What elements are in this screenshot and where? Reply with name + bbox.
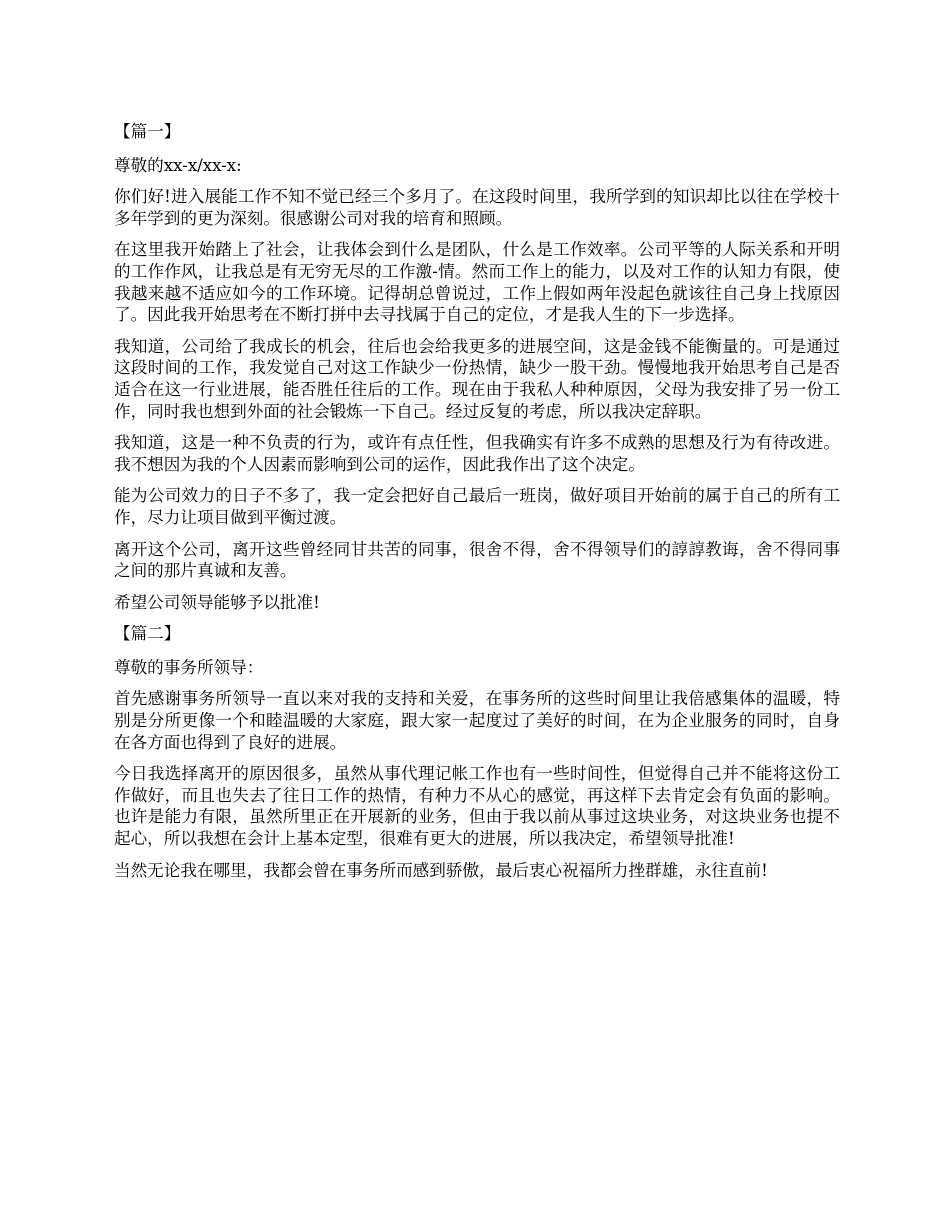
body-paragraph: 首先感谢事务所领导一直以来对我的支持和关爱，在事务所的这些时间里让我倍感集体的温暖，特别是分所更像一个和睦温暖的大家庭，跟大家一起度过了美好的时间，在为企业服务的同时，自身在各方面也得到了良好的进展。 <box>114 689 840 752</box>
closing-request: 希望公司领导能够予以批准! <box>114 592 320 612</box>
body-paragraph: 离开这个公司，离开这些曾经同甘共苦的同事，很舍不得，舍不得领导们的諄諄教诲，舍不得同事之间的那片真诚和友善。 <box>114 539 840 581</box>
body-paragraph: 当然无论我在哪里，我都会曾在事务所而感到骄傲，最后衷心祝福所力挫群雄，永往直前! <box>114 860 768 880</box>
body-paragraph: 能为公司效力的日子不多了，我一定会把好自己最后一班岗，做好项目开始前的属于自己的所有工作，尽力让项目做到平衡过渡。 <box>114 486 840 527</box>
body-paragraph: 在这里我开始踏上了社会，让我体会到什么是团队，什么是工作效率。公司平等的人际关系和开明的工作作风，让我总是有无穷无尽的工作激-情。然而工作上的能力，以及对工作的认知力有限，使我越来越不适应如今的工作环境。记得胡总曾说过，工作上假如两年没起色就该往自己身上找原因了。因此我开始思考在不断打拼中去寻找属于自己的定位，才是我人生的下一步选择。 <box>114 240 840 325</box>
body-paragraph: 我知道，公司给了我成长的机会，往后也会给我更多的进展空间，这是金钱不能衡量的。可是通过这段时间的工作，我发觉自己对这工作缺少一份热情，缺少一股干劲。慢慢地我开始思考自己是否适合在这一行业进展，能否胜任往后的工作。现在由于我私人种种原因，父母为我安排了另一份工作，同时我也想到外面的社会锻炼一下自己。经过反复的考虑，所以我决定辞职。 <box>114 336 840 421</box>
salutation: 尊敬的xx-x/xx-x: <box>114 155 242 175</box>
section-heading: 【篇二】 <box>114 624 181 644</box>
body-paragraph: 你们好!进入展能工作不知不觉已经三个多月了。在这段时间里，我所学到的知识却比以往在学校十多年学到的更为深刻。很感谢公司对我的培育和照顾。 <box>114 187 840 228</box>
section-heading: 【篇一】 <box>114 122 181 141</box>
body-paragraph: 今日我选择离开的原因很多，虽然从事代理记帐工作也有一些时间性，但觉得自己并不能将这份工作做好，而且也失去了往日工作的热情，有种力不从心的感觉，再这样下去肯定会有负面的影响。也许是能力有限，虽然所里正在开展新的业务，但由于我以前从事过这块业务，对这块业务也提不起心，所以我想在会计上基本定型，很难有更大的进展，所以我决定，希望领导批准! <box>114 764 840 849</box>
body-paragraph: 我知道，这是一种不负责的行为，或许有点任性，但我确实有许多不成熟的思想及行为有待改进。我不想因为我的个人因素而影响到公司的运作，因此我作出了这个决定。 <box>114 433 840 474</box>
salutation: 尊敬的事务所领导： <box>114 657 264 677</box>
